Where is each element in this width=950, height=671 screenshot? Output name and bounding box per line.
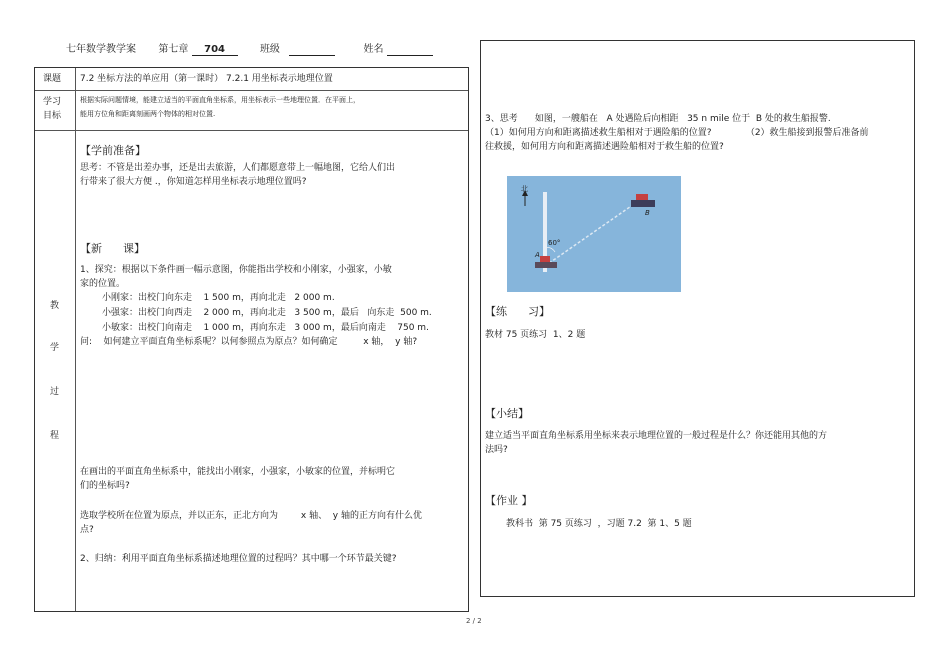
topic-label: 课题 [43, 74, 62, 84]
goal-label-1: 学习 [43, 97, 62, 107]
class-field[interactable] [289, 44, 335, 56]
topic-value: 7.2 坐标方法的单应用（第一课时） 7.2.1 用坐标表示地理位置 [80, 74, 333, 84]
prep-text-line2: 行带来了很大方便 .，你知道怎样用坐标表示地理位置吗? [80, 177, 307, 187]
map-angle-label: 60° [548, 239, 561, 247]
explore-line1: 1、探究：根据以下条件画一幅示意图，你能指出学校和小刚家，小强家，小敏 [80, 265, 392, 275]
prep-text-line1: 思考：不管是出差办事，还是出去旅游，人们都愿意带上一幅地图，它给人们出 [80, 163, 396, 173]
bearing-line [545, 202, 637, 266]
xiaoqiang-route: 小强家：出校门向西走 2 000 m，再向北走 3 500 m，最后 向东走 500 m. [102, 308, 432, 318]
homework-text: 教科书 第 75 页练习 ，习题 7.2 第 1、5 题 [506, 519, 692, 529]
page-number: 2 / 2 [466, 617, 482, 625]
rescue-map-figure [507, 176, 681, 292]
map-point-b: B [645, 209, 650, 217]
summary-line1: 建立适当平面直角坐标系用坐标来表示地理位置的一般过程是什么？你还能用其他的方 [485, 431, 828, 441]
question-axis: 问: 如何建立平面直角坐标系呢？以何参照点为原点？如何确定 x 轴， y 轴? [80, 337, 418, 347]
summary-question: 2、归纳：利用平面直角坐标系描述地理位置的过程吗？其中哪一个环节最关键? [80, 554, 397, 564]
chapter-value: 704 [192, 44, 238, 56]
rescue-map-svg [507, 176, 681, 292]
row-divider [35, 90, 468, 91]
think-line1: 3、思考 如图，一艘船在 A 处遇险后向相距 35 n mile 位于 B 处的救生船报警. [485, 114, 831, 124]
name-field[interactable] [387, 44, 433, 56]
name-label: 姓名 [363, 44, 384, 55]
question-origin-line1: 选取学校所在位置为原点，并以正东，正北方向为 x 轴、 y 轴的正方向有什么优 [80, 511, 422, 521]
process-char: 教 [50, 301, 60, 311]
homework-title: 【作业 】 [485, 494, 533, 507]
worksheet-title: 七年数学教学案 [66, 44, 136, 55]
xiaomin-route: 小敏家：出校门向南走 1 000 m，再向东走 3 000 m，最后向南走 750 m. [102, 323, 429, 333]
column-divider [75, 68, 76, 611]
map-north-label: 北 [521, 185, 528, 193]
goal-label-2: 目标 [43, 111, 62, 121]
think-line3: 往救援，如何用方向和距离描述遇险船相对于救生船的位置? [485, 142, 724, 152]
goal-text-line1: 根据实际问题情境，能建立适当的平面直角坐标系，用坐标表示一些地理位置．在平面上， [80, 96, 360, 104]
think-line2: （1）如何用方向和距离描述救生船相对于遇险船的位置? （2）救生船接到报警后准备前 [485, 128, 869, 138]
summary-title: 【小结】 [485, 407, 529, 420]
prep-section-title: 【学前准备】 [80, 144, 146, 157]
goal-text-line2: 能用方位角和距离刻画两个物体的相对位置. [80, 110, 216, 118]
process-char: 学 [50, 343, 60, 353]
xiaogang-route: 小刚家：出校门向东走 1 500 m，再向北走 2 000 m. [102, 293, 335, 303]
new-lesson-title: 【新 课】 [80, 242, 145, 255]
process-char: 程 [50, 431, 60, 441]
ship-b-icon [631, 194, 655, 207]
question-origin-line2: 点? [80, 525, 94, 535]
process-char: 过 [50, 387, 60, 397]
worksheet-header [66, 40, 433, 56]
summary-line2: 法吗? [485, 445, 508, 455]
question-coordinates-line2: 们的坐标吗? [80, 481, 130, 491]
practice-text: 教材 75 页练习 1、2 题 [485, 330, 586, 340]
chapter-label: 第七章 [158, 44, 189, 55]
class-label: 班级 [259, 44, 280, 55]
question-coordinates-line1: 在画出的平面直角坐标系中，能找出小刚家，小强家，小敏家的位置，并标明它 [80, 467, 396, 477]
row-divider [35, 130, 468, 131]
practice-title: 【练 习】 [485, 305, 550, 318]
map-point-a: A [535, 251, 540, 259]
explore-line2: 家的位置。 [80, 279, 126, 289]
